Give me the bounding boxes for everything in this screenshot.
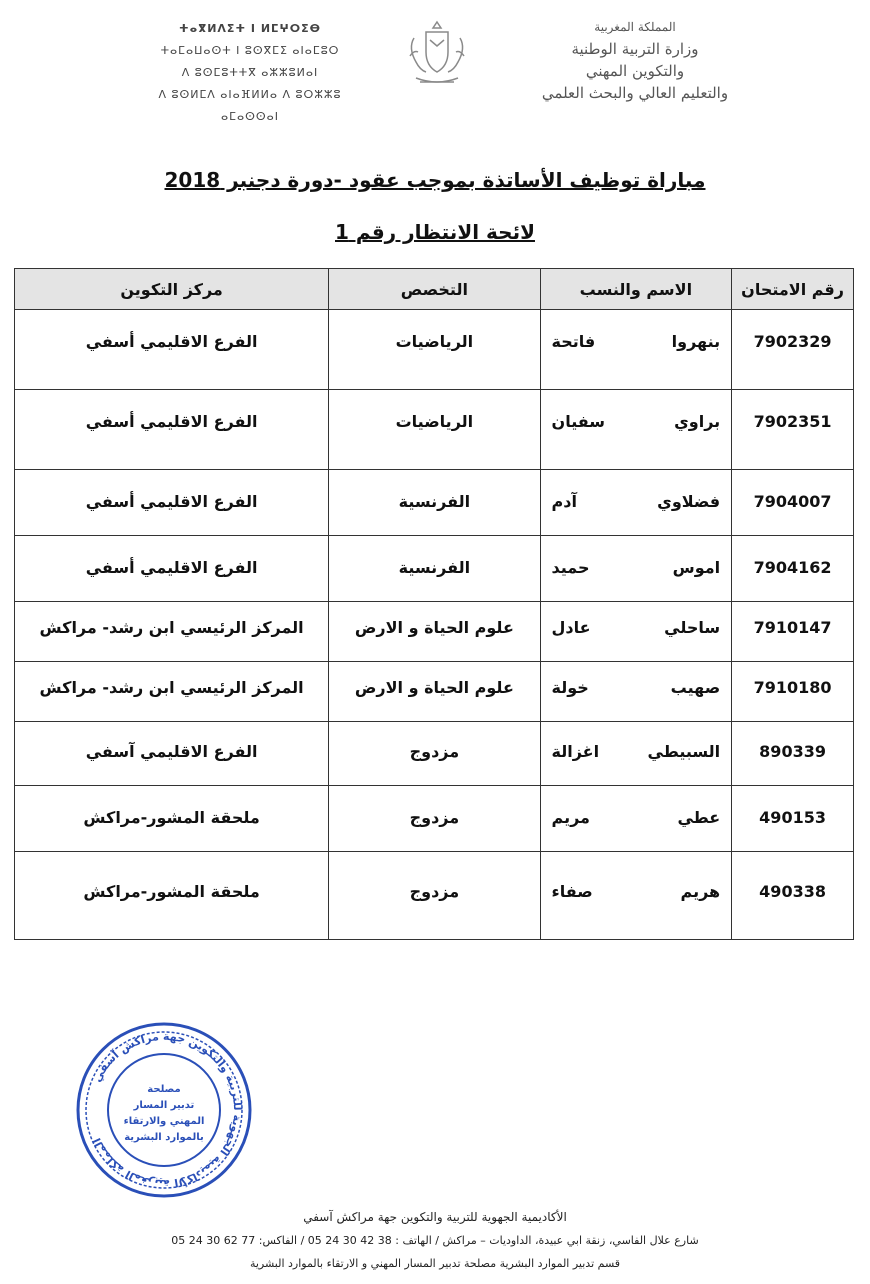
training-center: الفرع الاقليمي آسفي [15, 722, 329, 786]
header-specialty: التخصص [329, 269, 540, 310]
family-name: عطي [677, 808, 721, 827]
training-center: الفرع الاقليمي أسفي [15, 310, 329, 390]
exam-number: 7902351 [732, 390, 854, 470]
table-header-row [15, 269, 854, 310]
ministry-line: والتعليم العالي والبحث العلمي [541, 84, 729, 102]
table-row [15, 470, 854, 536]
header-full-name: الاسم والنسب [540, 269, 732, 310]
stamp-outer-text: المملكة المغربية الأكاديمية الجهوية للتربية والتكوين جهة مراكش آسفي [90, 1029, 245, 1191]
family-name: ساحلي [664, 618, 721, 637]
given-name: اغزالة [551, 742, 600, 761]
candidate-name [540, 852, 732, 940]
table-row [15, 852, 854, 940]
header-exam-number: رقم الامتحان [732, 269, 854, 310]
footer-address: شارع علال الفاسي، زنقة ابي عبيدة، الداوديات – مراكش / الهاتف : 38 42 30 24 05 / الفاكس: 77 62 30 24 05 [171, 1234, 699, 1247]
specialty: علوم الحياة و الارض [329, 602, 540, 662]
family-name: براوي [674, 412, 721, 431]
waiting-list-table [14, 268, 854, 940]
document-footer [0, 1206, 870, 1275]
footer-department: قسم تدبير الموارد البشرية مصلحة تدبير المسار المهني و الارتقاء بالموارد البشرية [249, 1257, 621, 1270]
specialty: الرياضيات [329, 310, 540, 390]
given-name: آدم [551, 492, 577, 511]
specialty: الفرنسية [329, 536, 540, 602]
candidate-name [540, 662, 732, 722]
stamp-inner-line: مصلحة [147, 1084, 181, 1095]
table-row [15, 310, 854, 390]
candidate-name [540, 786, 732, 852]
exam-number: 7902329 [732, 310, 854, 390]
family-name: السبيطي [647, 742, 721, 761]
coat-of-arms-icon [400, 16, 474, 90]
family-name: فضلاوي [657, 492, 721, 511]
given-name: مريم [551, 808, 590, 827]
specialty: مزدوج [329, 786, 540, 852]
family-name: صهيب [670, 678, 721, 697]
given-name: صفاء [551, 882, 593, 901]
exam-number: 490153 [732, 786, 854, 852]
specialty: مزدوج [329, 722, 540, 786]
tifinagh-header [140, 18, 360, 128]
training-center: الفرع الاقليمي أسفي [15, 470, 329, 536]
tifinagh-line: ⴷ ⵓⵙⵎⵓⵜⵜⴳ ⴰⵣⵣⵓⵍⴰⵏ [181, 66, 319, 79]
training-center: المركز الرئيسي ابن رشد- مراكش [15, 662, 329, 722]
ministry-line: وزارة التربية الوطنية [571, 40, 699, 58]
given-name: سفيان [551, 412, 605, 431]
candidate-name [540, 310, 732, 390]
family-name: بنهروا [671, 332, 721, 351]
candidate-name [540, 722, 732, 786]
specialty: الفرنسية [329, 470, 540, 536]
candidate-name [540, 602, 732, 662]
exam-number: 7910180 [732, 662, 854, 722]
stamp-inner-line: المهني والارتقاء [123, 1116, 205, 1127]
stamp-inner-line: تدبير المسار [133, 1100, 195, 1111]
exam-number: 7910147 [732, 602, 854, 662]
tifinagh-line: ⵜⴰⵎⴰⵡⴰⵙⵜ ⵏ ⵓⵙⴳⵎⵉ ⴰⵏⴰⵎⵓⵔ [160, 44, 340, 57]
footer-academy: الأكاديمية الجهوية للتربية والتكوين جهة مراكش آسفي [303, 1210, 567, 1224]
training-center: الفرع الاقليمي أسفي [15, 390, 329, 470]
given-name: عادل [551, 618, 591, 637]
ministry-header [510, 16, 760, 104]
exam-number: 890339 [732, 722, 854, 786]
table-row [15, 536, 854, 602]
family-name: هريم [680, 882, 721, 901]
candidate-name [540, 390, 732, 470]
table-row [15, 786, 854, 852]
letterhead [0, 0, 870, 135]
table-row [15, 662, 854, 722]
document-subtitle: لائحة الانتظار رقم 1 [335, 220, 535, 244]
header-training-center: مركز التكوين [15, 269, 329, 310]
exam-number: 490338 [732, 852, 854, 940]
document-title: مباراة توظيف الأساتذة بموجب عقود -دورة دجنبر 2018 [164, 168, 706, 192]
training-center: الفرع الاقليمي أسفي [15, 536, 329, 602]
candidate-name [540, 470, 732, 536]
given-name: فاتحة [551, 332, 596, 351]
tifinagh-line: ⴷ ⵓⵙⵍⵎⴷ ⴰⵏⴰⴼⵍⵍⴰ ⴷ ⵓⵔⵣⵣⵓ ⴰⵎⴰⵙⵙⴰⵏ [158, 88, 342, 123]
exam-number: 7904007 [732, 470, 854, 536]
ministry-line: المملكة المغربية [594, 20, 676, 34]
specialty: علوم الحياة و الارض [329, 662, 540, 722]
training-center: ملحقة المشور-مراكش [15, 786, 329, 852]
given-name: حميد [551, 558, 590, 577]
candidate-name [540, 536, 732, 602]
official-stamp [74, 1020, 254, 1200]
specialty: الرياضيات [329, 390, 540, 470]
stamp-inner-line: بالموارد البشرية [124, 1132, 204, 1143]
given-name: خولة [551, 678, 589, 697]
training-center: المركز الرئيسي ابن رشد- مراكش [15, 602, 329, 662]
specialty: مزدوج [329, 852, 540, 940]
exam-number: 7904162 [732, 536, 854, 602]
family-name: اموس [672, 558, 721, 577]
table-row [15, 390, 854, 470]
table-row [15, 722, 854, 786]
table-row [15, 602, 854, 662]
ministry-line: والتكوين المهني [585, 62, 685, 80]
training-center: ملحقة المشور-مراكش [15, 852, 329, 940]
tifinagh-line: ⵜⴰⴳⵍⴷⵉⵜ ⵏ ⵍⵎⵖⵔⵉⴱ [178, 22, 321, 35]
